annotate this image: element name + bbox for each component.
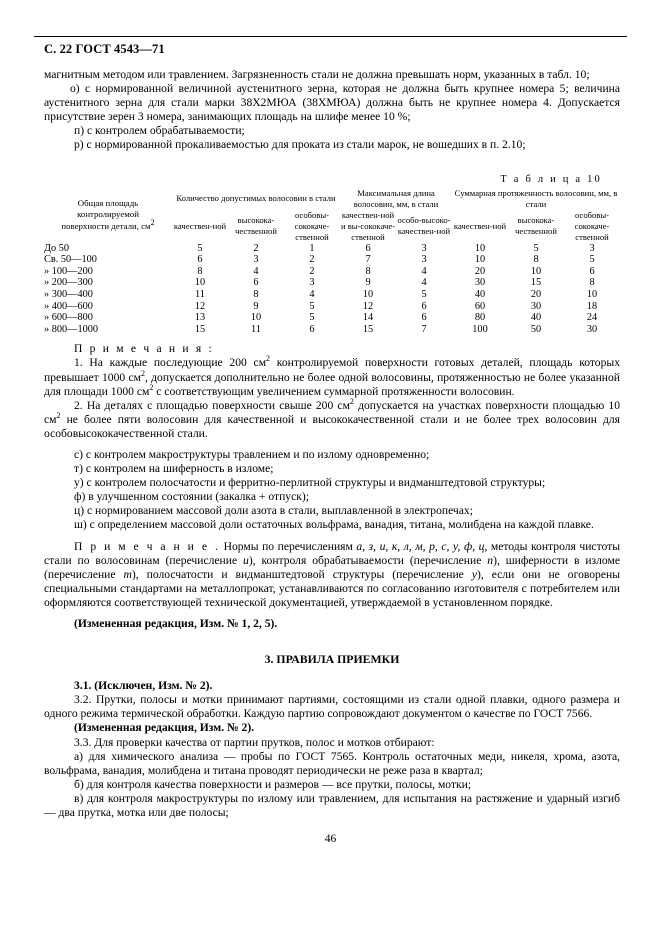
table-cell: 9: [365, 277, 371, 289]
notes-label-plural: П р и м е ч а н и я :: [74, 342, 214, 356]
table-cell: 5: [589, 254, 595, 266]
table-cell: 3: [421, 242, 427, 254]
page-footer-number: 46: [324, 833, 337, 845]
revision-note-1: (Измененная редакция, Изм. № 1, 2, 5).: [74, 617, 278, 630]
table-cell: 20: [530, 288, 542, 300]
table-cell: 10: [362, 288, 374, 300]
table-cell: 13: [194, 312, 206, 324]
item-s: с) с контролем макроструктуры травлением и по излому одновременно;: [74, 447, 430, 461]
table-group-header-row: [44, 188, 620, 210]
stub-header-line1: Общая площадь: [77, 197, 139, 208]
table-cell: 3: [421, 254, 427, 266]
table-row: [44, 324, 620, 336]
item-f: ф) в улучшенном состоянии (закалка + отпуск);: [74, 490, 309, 504]
table-cell: 30: [586, 323, 598, 335]
table-cell: 8: [365, 265, 371, 277]
table-cell: 20: [474, 265, 486, 277]
table-cell: 30: [474, 277, 486, 289]
section-3-title: 3. ПРАВИЛА ПРИЕМКИ: [264, 652, 400, 667]
table-row: [44, 312, 620, 324]
table-row: [44, 254, 620, 266]
table-cell: 8: [589, 277, 595, 289]
sub-header-1: качествен-ной: [173, 220, 227, 231]
table-row-stub: » 600—800: [44, 312, 93, 324]
table-cell: 4: [421, 265, 427, 277]
group-header-maxlen: Максимальная длина волосовин, мм, в стали: [353, 187, 439, 209]
table-cell: 18: [586, 300, 598, 312]
table-cell: 24: [586, 312, 598, 324]
table-cell: 8: [253, 288, 259, 300]
table-cell: 5: [197, 242, 203, 254]
table-cell: 50: [530, 323, 542, 335]
revision-note-2: (Измененная редакция, Изм. № 2).: [74, 721, 255, 735]
table-cell: 15: [530, 277, 542, 289]
table-row: [44, 301, 620, 313]
table-row-stub: » 300—400: [44, 288, 93, 300]
table-row-stub: » 400—600: [44, 300, 93, 312]
table-cell: 11: [195, 288, 205, 300]
table-row-stub: До 50: [44, 242, 70, 254]
table-cell: 5: [309, 300, 315, 312]
table-cell: 6: [365, 242, 371, 254]
stub-header-line3: поверхности детали, см: [61, 220, 151, 231]
table-caption: Т а б л и ц а 10: [500, 173, 602, 185]
table-cell: 7: [421, 323, 427, 335]
table-row: [44, 266, 620, 278]
table-cell: 8: [197, 265, 203, 277]
table-cell: 10: [530, 265, 542, 277]
table-cell: 4: [309, 288, 315, 300]
note-1: 1. На каждые последующие 200 $см^2$ контролируемой поверхности готовых деталей, площадь которых превышает 1000 $см^2$, допускается дополнительно не более одной волосовины, протяженностью не более указанной для площади 1000 $см^2$ с соответствующим увеличением суммарной протяженности волосовин.: [44, 354, 620, 398]
table-cell: 4: [421, 277, 427, 289]
table-cell: 80: [474, 312, 486, 324]
sub-header-6: качествен-ной: [453, 220, 507, 231]
item-t: т) с контролем на шиферность в изломе;: [74, 462, 274, 476]
table-cell: 3: [589, 242, 595, 254]
table-row-stub: » 200—300: [44, 277, 93, 289]
stub-header-superscript: 2: [150, 217, 155, 227]
sub-header-5: особо-высоко-качествен-ной: [397, 215, 451, 237]
table-cell: 14: [362, 312, 374, 324]
item-c: ц) с нормированием массовой доли азота в стали, выплавленной в электропечах;: [74, 504, 473, 518]
table-body: [44, 243, 620, 336]
para-continued: магнитным методом или травлением. Загрязненность стали не должна превышать норм, указанных в табл. 10;: [44, 68, 590, 81]
group-header-count: Количество допустимых волосовин в стали: [176, 193, 336, 204]
header-rule: [34, 36, 627, 37]
table-cell: 40: [530, 312, 542, 324]
table-cell: 10: [250, 312, 262, 324]
table-cell: 2: [309, 265, 315, 277]
stub-header-line2: контролируемой: [77, 209, 139, 220]
table-cell: 2: [253, 242, 259, 254]
table-cell: 100: [472, 323, 488, 335]
table-row-stub: » 100—200: [44, 265, 93, 277]
item-3-1: 3.1. (Исключен, Изм. № 2).: [74, 679, 213, 693]
page-header-mark: С. 22 ГОСТ 4543—71: [44, 42, 165, 56]
item-3-3-b: б) для контроля качества поверхности и размеров — все прутки, полосы, мотки;: [74, 777, 472, 791]
table-cell: 12: [194, 300, 206, 312]
note-single: П р и м е ч а н и е . Нормы по перечислениям а, з, и, к, л, м, р, с, у, ф, ц, методы контроля чистоты стали по волосовинам (перечисление и), контроля обрабатываемости (перечисление п), шиферности в изломе (перечисление т), полосчатости и видманштедтовой структуры (перечисление у), если они не оговорены специальными стандартами на металлопрокат, устанавливаются по согласованию изготовителя с потребителем или оформляются соответствующей технической документацией, утверждаемой в установленном порядке.: [44, 539, 620, 609]
table-cell: 3: [253, 254, 259, 266]
table-cell: 1: [309, 242, 315, 254]
sub-header-3: особовы-сококаче-ственной: [294, 209, 330, 242]
table-cell: 6: [309, 323, 315, 335]
table-row: [44, 277, 620, 289]
table-cell: 6: [421, 312, 427, 324]
table-cell: 60: [474, 300, 486, 312]
item-p: п) с контролем обрабатываемости;: [74, 124, 245, 138]
sub-header-2: высокока-чественной: [235, 215, 277, 237]
table-cell: 8: [533, 254, 539, 266]
table-cell: 5: [421, 288, 427, 300]
table-row: [44, 243, 620, 255]
table-cell: 6: [253, 277, 259, 289]
table-10-wrapper: [44, 174, 620, 336]
table-cell: 40: [474, 288, 486, 300]
table-cell: 5: [533, 242, 539, 254]
item-3-3-v: в) для контроля макроструктуры по излому или травлением, для испытания на растяжение и ударный изгиб — два прутка, мотка или две полосы;: [44, 791, 620, 820]
table-cell: 7: [365, 254, 371, 266]
table-row: [44, 289, 620, 301]
page-content: [44, 68, 620, 820]
item-u: у) с контролем полосчатости и ферритно-перлитной структуры и видманштедтовой структуры;: [74, 476, 546, 490]
table-cell: 10: [474, 254, 486, 266]
table-cell: 15: [194, 323, 206, 335]
item-o: о) с нормированной величиной аустенитного зерна, которая не должна быть крупнее номера 5; величина аустенитного зерна для стали марки 38Х2МЮА (38ХМЮА) должна быть не крупнее номера 4. Допускается присутствие зерен 3 номера, занимающих площадь на шлифе менее 10 %;: [44, 82, 620, 124]
table-cell: 3: [309, 277, 315, 289]
note-2: 2. На деталях с площадью поверхности свыше 200 $см^2$ допускается на участках поверхности площадью 10 $см^2$ не более пяти волосовин для качественной и высококачественной стали и не более трех волосовин для особовысококачественной стали.: [44, 396, 621, 440]
item-sh: ш) с определением массовой доли остаточных вольфрама, ванадия, титана, молибдена на каждой плавке.: [74, 518, 594, 532]
table-cell: 10: [474, 242, 486, 254]
table-10: [44, 188, 620, 336]
group-header-total: Суммарная протяженность волосовин, мм, в стали: [454, 187, 618, 209]
table-cell: 10: [586, 288, 598, 300]
table-cell: 6: [197, 254, 203, 266]
table-cell: 6: [589, 265, 595, 277]
sub-header-8: особовы-сококаче-ственной: [574, 209, 610, 242]
table-cell: 10: [194, 277, 206, 289]
sub-header-4: качествен-ной и вы-сококаче-ственной: [340, 209, 396, 242]
table-cell: 9: [253, 300, 259, 312]
item-3-3: 3.3. Для проверки качества от партии прутков, полос и мотков отбирают:: [74, 735, 435, 749]
table-row-stub: Св. 50—100: [44, 254, 97, 266]
table-cell: 6: [421, 300, 427, 312]
table-cell: 15: [362, 323, 374, 335]
item-3-3-a: а) для химического анализа — пробы по ГОСТ 7565. Контроль остаточных меди, никеля, хрома, азота, вольфрама, ванадия, молибдена и титана проводят периодически не реже раза в квартал;: [44, 749, 620, 777]
table-cell: 11: [251, 323, 261, 335]
table-cell: 5: [309, 312, 315, 324]
stub-header-cell: [44, 188, 172, 243]
table-cell: 2: [309, 254, 315, 266]
table-row-stub: » 800—1000: [44, 323, 99, 335]
sub-header-7: высокока-чественной: [515, 215, 557, 237]
table-cell: 12: [362, 300, 374, 312]
table-cell: 30: [530, 300, 542, 312]
table-cell: 4: [253, 265, 259, 277]
item-r: р) с нормированной прокаливаемостью для проката из стали марок, не вошедших в п. 2.10;: [74, 138, 526, 152]
item-3-2: 3.2. Прутки, полосы и мотки принимают партиями, состоящими из стали одной плавки, одного размера и одного режима термической обработки. Каждую партию сопровождают документом о качестве по ГОСТ 7566.: [44, 693, 620, 721]
